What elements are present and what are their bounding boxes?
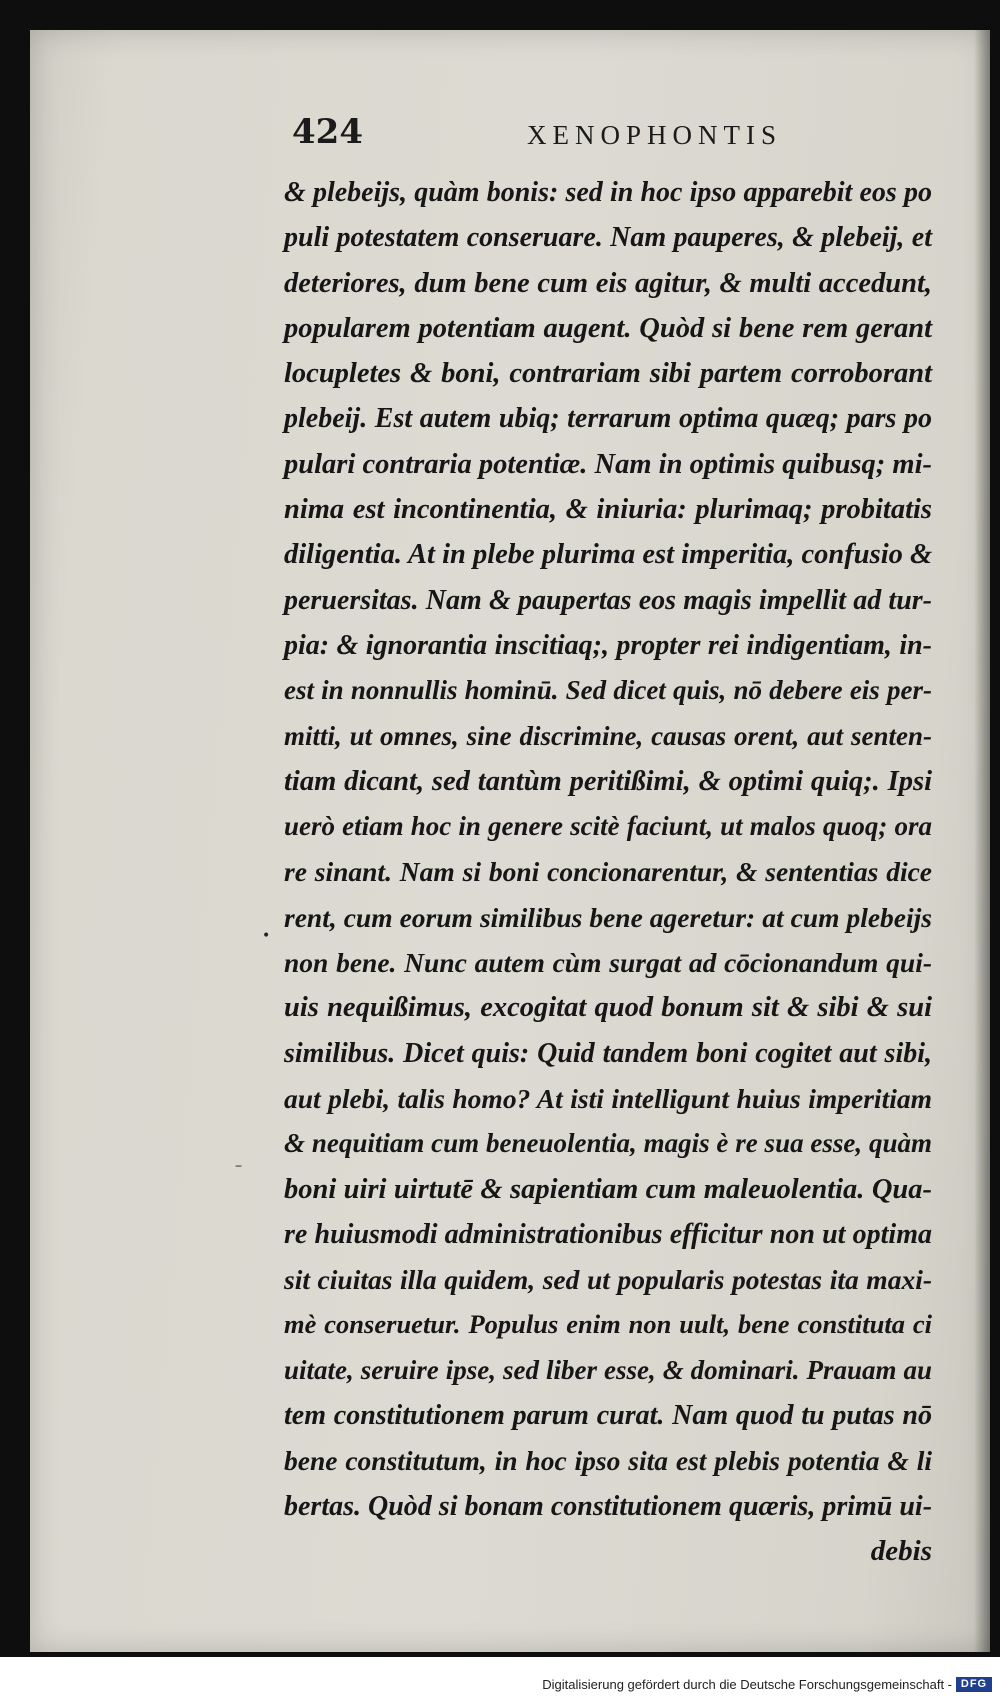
text-line: diligentia. At in plebe plurima est imperitia, confusio & <box>284 539 933 571</box>
page-number: 424 <box>292 112 363 152</box>
text-line: uis nequißimus, excogitat quod bonum sit & sibi & sui <box>284 992 932 1024</box>
text-line: puli potestatem conseruare. Nam pauperes, & plebeij, et <box>284 222 932 254</box>
text-line: est in nonnullis hominū. Sed dicet quis, nō debere eis per- <box>284 675 932 706</box>
text-line: aut plebi, talis homo? At isti intelligunt huius imperitiam <box>284 1082 932 1114</box>
text-line: popularem potentiam augent. Quòd si bene rem gerant <box>284 312 932 344</box>
text-line: non bene. Nunc autem cùm surgat ad cōcionandum qui- <box>284 947 932 979</box>
text-line: tem constitutionem parum curat. Nam quod tu putas nō <box>284 1400 932 1432</box>
text-line: pia: & ignorantia inscitiaq;, propter rei indigentiam, in- <box>284 629 932 661</box>
text-line: uitate, seruire ipse, sed liber esse, & dominari. Prauam au <box>284 1354 932 1385</box>
text-line: re sinant. Nam si boni concionarentur, & sententias dice <box>284 856 932 888</box>
page-header <box>30 108 990 158</box>
margin-dot: • <box>262 928 271 944</box>
dfg-logo: DFG <box>956 1677 992 1692</box>
text-line: plebeij. Est autem ubiq; terrarum optima quæq; pars po <box>284 403 932 435</box>
text-line: peruersitas. Nam & paupertas eos magis impellit ad tur- <box>284 584 932 616</box>
text-line: pulari contraria potentiæ. Nam in optimis quibusq; mi- <box>284 448 932 480</box>
text-line: similibus. Dicet quis: Quid tandem boni cogitet aut sibi, <box>284 1037 932 1069</box>
footer-strip <box>0 1657 1000 1701</box>
text-line: nima est incontinentia, & iniuria: plurimaq; probitatis <box>284 494 932 526</box>
running-title: XENOPHONTIS <box>527 120 782 150</box>
catchword: debis <box>870 1534 932 1567</box>
body-text <box>284 170 932 1574</box>
text-line: rent, cum eorum similibus bene ageretur: at cum plebeijs <box>284 901 932 933</box>
text-line: bertas. Quòd si bonam constitutionem quæris, primū ui- <box>284 1490 933 1522</box>
digitization-credit: Digitalisierung gefördert durch die Deutsche Forschungsgemeinschaft - <box>542 1677 952 1692</box>
text-line: locupletes & boni, contrariam sibi partem corroborant <box>284 358 932 390</box>
text-line: boni uiri uirtutē & sapientiam cum maleuolentia. Qua- <box>284 1173 932 1205</box>
margin-dash: – <box>235 1158 242 1174</box>
text-line: deteriores, dum bene cum eis agitur, & multi accedunt, <box>284 267 932 299</box>
text-line: & plebeijs, quàm bonis: sed in hoc ipso apparebit eos po <box>284 177 932 208</box>
book-page <box>30 30 990 1652</box>
text-line: mè conseruetur. Populus enim non uult, bene constituta ci <box>284 1309 932 1340</box>
text-line: & nequitiam cum beneuolentia, magis è re sua esse, quàm <box>284 1128 932 1159</box>
text-line: tiam dicant, sed tantùm peritißimi, & optimi quiq;. Ipsi <box>284 765 932 797</box>
text-line: sit ciuitas illa quidem, sed ut popularis potestas ita maxi- <box>284 1264 932 1296</box>
text-line: re huiusmodi administrationibus efficitur non ut optima <box>284 1218 932 1250</box>
text-line: mitti, ut omnes, sine discrimine, causas orent, aut senten- <box>284 720 932 751</box>
text-line: bene constitutum, in hoc ipso sita est plebis potentia & li <box>284 1445 932 1477</box>
text-line: uerò etiam hoc in genere scitè faciunt, ut malos quoq; ora <box>284 811 932 842</box>
